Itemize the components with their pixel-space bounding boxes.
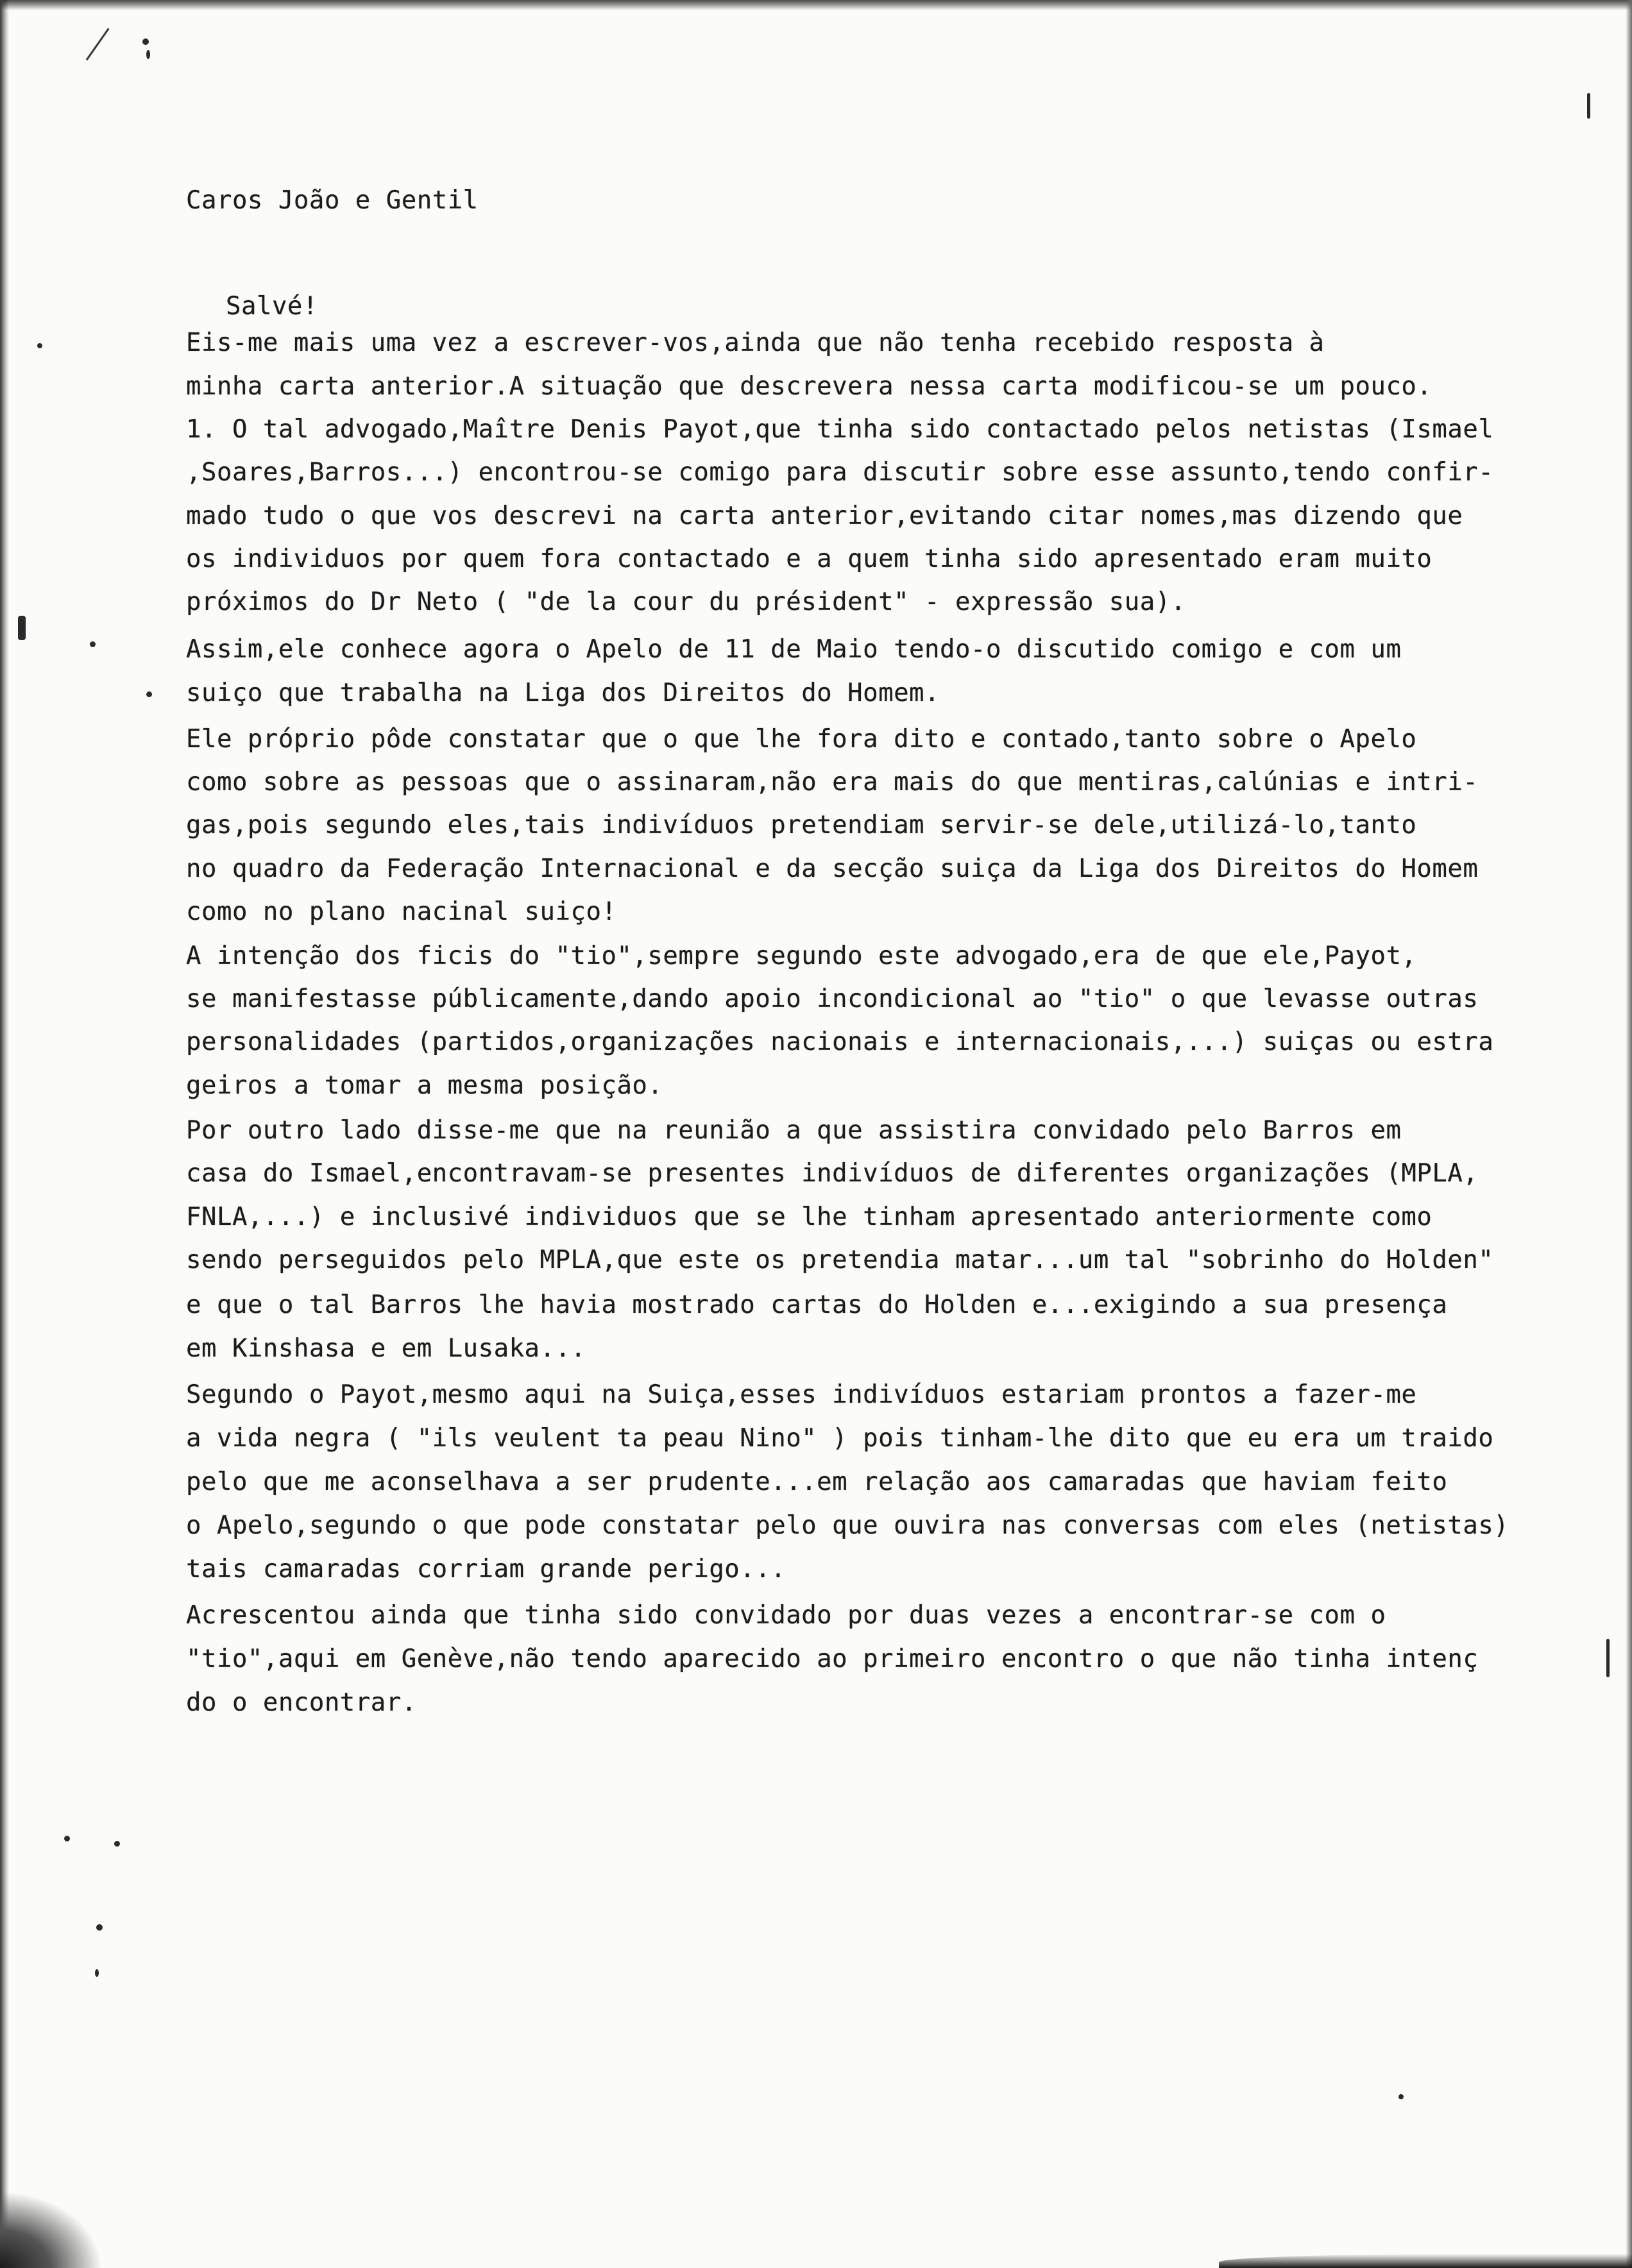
letter-line: se manifestasse públicamente,dando apoio incondicional ao "tio" o que levasse outras <box>186 985 1479 1013</box>
letter-line: a vida negra ( "ils veulent ta peau Nino" ) pois tinham-lhe dito que eu era um traido <box>186 1424 1494 1453</box>
letter-line: "tio",aqui em Genève,não tendo aparecido ao primeiro encontro o que não tinha intenç <box>186 1645 1479 1673</box>
letter-line: suiço que trabalha na Liga dos Direitos do Homem. <box>186 679 940 707</box>
letter-line: tais camaradas corriam grande perigo... <box>186 1555 786 1584</box>
scan-edge-left <box>0 0 9 2268</box>
letter-line: minha carta anterior.A situação que descrevera nessa carta modificou-se um pouco. <box>186 372 1432 401</box>
scan-speck <box>37 343 42 348</box>
letter-line: sendo perseguidos pelo MPLA,que este os pretendia matar...um tal "sobrinho do Holden" <box>186 1246 1494 1274</box>
scan-speck <box>90 641 96 647</box>
letter-line: como sobre as pessoas que o assinaram,não era mais do que mentiras,calúnias e intri- <box>186 768 1479 797</box>
scan-speck <box>96 1924 103 1931</box>
scan-edge-bottom <box>1219 2254 1632 2268</box>
scan-edge-top <box>0 0 1632 10</box>
letter-line: e que o tal Barros lhe havia mostrado cartas do Holden e...exigindo a sua presença <box>186 1291 1448 1319</box>
scan-speck <box>146 50 150 59</box>
letter-line: ,Soares,Barros...) encontrou-se comigo para discutir sobre esse assunto,tendo confir- <box>186 458 1494 487</box>
letter-line: personalidades (partidos,organizações nacionais e internacionais,...) suiças ou estra <box>186 1028 1494 1056</box>
letter-line: casa do Ismael,encontravam-se presentes indivíduos de diferentes organizações (MPLA, <box>186 1159 1479 1188</box>
letter-line: A intenção dos ficis do "tio",sempre segundo este advogado,era de que ele,Payot, <box>186 942 1417 970</box>
letter-line: Assim,ele conhece agora o Apelo de 11 de Maio tendo-o discutido comigo e com um <box>186 635 1402 664</box>
scan-speck <box>95 1969 99 1977</box>
scan-speck <box>142 38 149 45</box>
letter-line: pelo que me aconselhava a ser prudente...em relação aos camaradas que haviam feito <box>186 1468 1448 1496</box>
letter-line: como no plano nacinal suiço! <box>186 897 617 926</box>
letter-line: em Kinshasa e em Lusaka... <box>186 1334 586 1363</box>
scan-speck <box>1398 2094 1404 2099</box>
letter-line: Ele próprio pôde constatar que o que lhe fora dito e contado,tanto sobre o Apelo <box>186 725 1417 754</box>
scan-mark <box>86 28 110 60</box>
letter-salutation: Salvé! <box>226 292 318 321</box>
letter-line: FNLA,...) e inclusivé individuos que se lhe tinham apresentado anteriormente como <box>186 1203 1432 1231</box>
scan-speck <box>146 691 152 697</box>
scan-speck <box>64 1836 70 1841</box>
letter-line: Eis-me mais uma vez a escrever-vos,ainda que não tenha recebido resposta à <box>186 328 1325 357</box>
letter-line: o Apelo,segundo o que pode constatar pelo que ouvira nas conversas com eles (netistas) <box>186 1511 1509 1540</box>
scan-speck <box>18 616 26 640</box>
scan-speck <box>114 1841 120 1847</box>
scan-speck <box>1606 1639 1610 1677</box>
letter-line: os individuos por quem fora contactado e a quem tinha sido apresentado eram muito <box>186 545 1432 573</box>
letter-line: Segundo o Payot,mesmo aqui na Suiça,esses indivíduos estariam prontos a fazer-me <box>186 1380 1417 1409</box>
letter-line: no quadro da Federação Internacional e da secção suiça da Liga dos Direitos do Homem <box>186 854 1479 883</box>
scan-corner-shadow <box>0 2191 103 2268</box>
letter-line: do o encontrar. <box>186 1688 417 1717</box>
letter-line: Por outro lado disse-me que na reunião a que assistira convidado pelo Barros em <box>186 1116 1402 1145</box>
letter-line: Acrescentou ainda que tinha sido convidado por duas vezes a encontrar-se com o <box>186 1601 1386 1630</box>
letter-line: próximos do Dr Neto ( "de la cour du président" - expressão sua). <box>186 588 1186 616</box>
scan-speck <box>1587 93 1590 119</box>
letter-line: gas,pois segundo eles,tais indivíduos pretendiam servir-se dele,utilizá-lo,tanto <box>186 811 1417 840</box>
scan-edge-right <box>1626 0 1632 2268</box>
letter-line: geiros a tomar a mesma posição. <box>186 1071 663 1100</box>
letter-line: 1. O tal advogado,Maître Denis Payot,que tinha sido contactado pelos netistas (Ismael <box>186 415 1494 444</box>
letter-greeting: Caros João e Gentil <box>186 186 479 215</box>
letter-line: mado tudo o que vos descrevi na carta anterior,evitando citar nomes,mas dizendo que <box>186 502 1463 530</box>
